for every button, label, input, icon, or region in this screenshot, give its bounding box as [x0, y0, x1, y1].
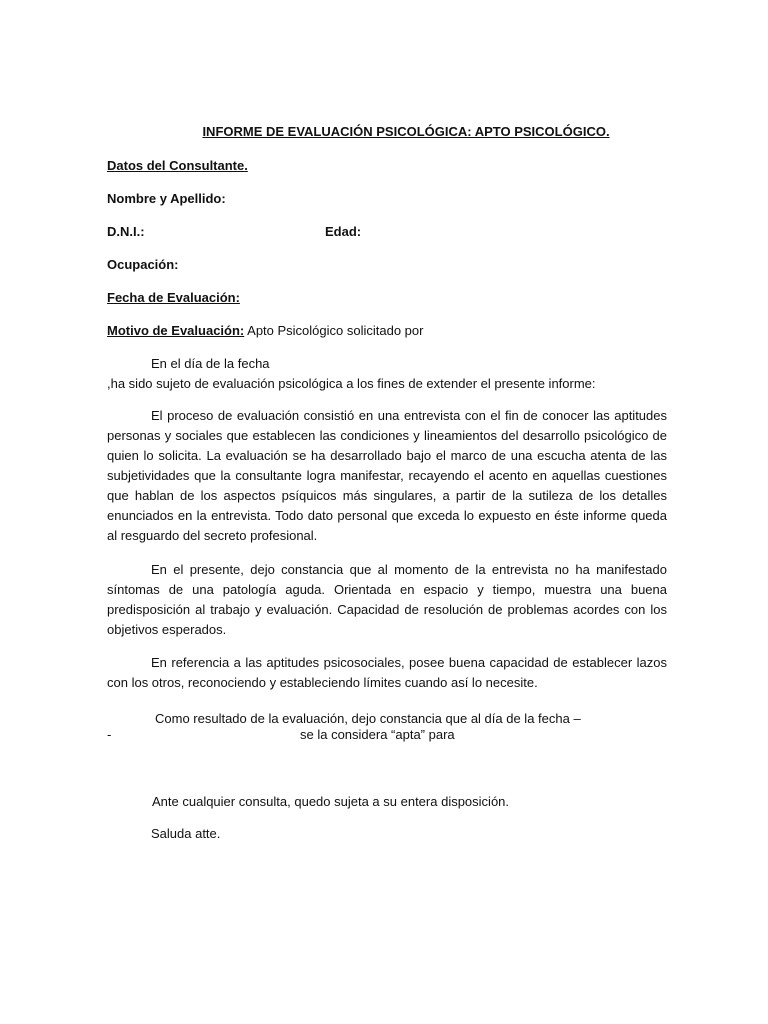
fecha-label: Fecha de Evaluación:: [107, 290, 240, 305]
paragraph-proceso: [107, 406, 667, 546]
paragraph-referencia-text: En referencia a las aptitudes psicosociales, posee buena capacidad de establecer lazos con los otros, reconociendo y estableciendo límites cuando así lo necesite.: [107, 655, 667, 690]
document-title: INFORME DE EVALUACIÓN PSICOLÓGICA: APTO PSICOLÓGICO.: [202, 124, 610, 139]
result-dash: -: [107, 727, 112, 742]
motivo-value: Apto Psicológico solicitado por: [244, 323, 424, 338]
closing-line: Ante cualquier consulta, quedo sujeta a su entera disposición.: [152, 794, 510, 809]
result-line-1: Como resultado de la evaluación, dejo constancia que al día de la fecha –: [155, 711, 581, 726]
intro-line-1: En el día de la fecha: [151, 356, 270, 371]
edad-label: Edad:: [325, 224, 362, 239]
dni-label: D.N.I.:: [107, 224, 145, 239]
paragraph-referencia: [107, 653, 667, 693]
motivo-label: Motivo de Evaluación:: [107, 323, 245, 338]
motivo-line: [107, 322, 423, 340]
result-line-2: se la considera “apta” para: [300, 727, 455, 742]
paragraph-presente: [107, 560, 667, 640]
signoff-line: Saluda atte.: [151, 826, 221, 841]
paragraph-proceso-text: El proceso de evaluación consistió en una entrevista con el fin de conocer las aptitudes personas y sociales que establecen las condiciones y lineamientos del desarrollo psicológico de quien lo solicita. La evaluación se ha desarrollado bajo el marco de una escucha atenta de las subjetividades que la consultante logra manifestar, recayendo el acento en aquellas cuestiones que hablan de los aspectos psíquicos más singulares, a partir de la sutileza de los detalles enunciados en la entrevista. Todo dato personal que exceda lo expuesto en éste informe queda al resguardo del secreto profesional.: [107, 408, 667, 543]
datos-heading: Datos del Consultante.: [107, 158, 248, 173]
nombre-label: Nombre y Apellido:: [107, 191, 226, 206]
paragraph-presente-text: En el presente, dejo constancia que al momento de la entrevista no ha manifestado síntomas de una patología aguda. Orientada en espacio y tiempo, muestra una buena predisposición al trabajo y evaluación. Capacidad de resolución de problemas acordes con los objetivos esperados.: [107, 562, 667, 637]
intro-line-2: ,ha sido sujeto de evaluación psicológica a los fines de extender el presente informe:: [107, 376, 596, 391]
ocupacion-label: Ocupación:: [107, 257, 179, 272]
